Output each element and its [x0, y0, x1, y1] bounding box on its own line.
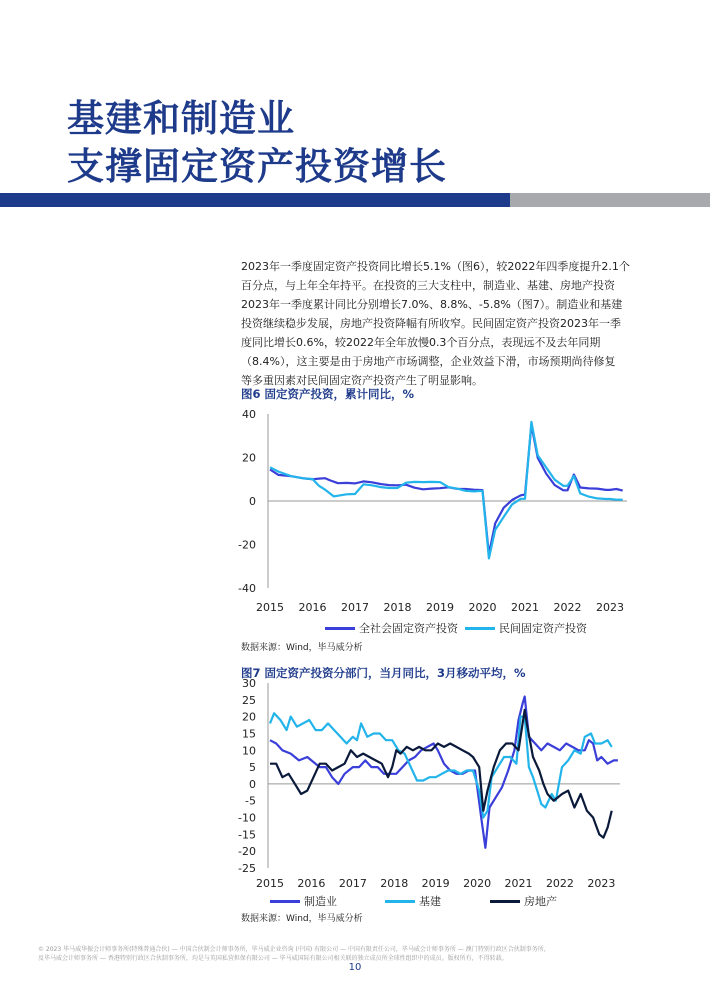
- paragraph-line: 投资继续稳步发展，房地产投资降幅有所收窄。民间固定资产投资2023年一季: [241, 317, 621, 330]
- y-tick-label: -25: [238, 862, 256, 875]
- y-tick-label: 5: [249, 761, 256, 775]
- legend-label-infrastructure: 基建: [419, 895, 441, 908]
- legend-item-infrastructure: [385, 893, 441, 909]
- page-title-line1: 基建和制造业: [67, 97, 295, 140]
- x-tick-label: 2018: [383, 601, 412, 614]
- legend-label-total: 全社会固定资产投资: [359, 622, 458, 635]
- x-tick-label: 2021: [511, 601, 539, 614]
- x-tick-label: 2017: [338, 877, 367, 890]
- legend-swatch-infrastructure: [385, 900, 415, 903]
- series-line-0: [270, 425, 623, 554]
- paragraph-line: 2023年一季度累计同比分别增长7.0%、8.8%、-5.8%（图7）。制造业和基建: [241, 298, 623, 311]
- y-tick-label: -15: [238, 828, 256, 842]
- series-line-1: [270, 422, 623, 559]
- legend-swatch-total: [325, 627, 355, 630]
- fig7-source: 数据来源：Wind，毕马威分析: [241, 914, 363, 924]
- x-tick-label: 2019: [421, 877, 450, 890]
- paragraph-line: （8.4%），这主要是由于房地产市场调整，企业效益下滑，市场预期尚待修复: [241, 355, 616, 368]
- y-tick-label: 0: [249, 495, 256, 508]
- title-band-blue: [0, 193, 510, 207]
- page-title-line2: 支撑固定资产投资增长: [67, 145, 447, 188]
- fig6-source: 数据来源：Wind，毕马威分析: [241, 643, 363, 653]
- y-tick-label: 30: [242, 679, 256, 690]
- legend-item-private: [465, 620, 587, 636]
- legend-label-real-estate: 房地产: [524, 895, 557, 908]
- y-tick-label: 40: [242, 408, 256, 421]
- paragraph-line: 度同比增长0.6%，较2022年全年放慢0.3个百分点，表现远不及去年同期: [241, 336, 601, 349]
- x-tick-label: 2023: [596, 601, 624, 614]
- y-tick-label: 15: [242, 727, 256, 741]
- paragraph-line: 2023年一季度固定资产投资同比增长5.1%（图6），较2022年四季度提升2.1个: [241, 260, 630, 273]
- y-tick-label: -20: [238, 538, 256, 552]
- y-tick-label: -10: [238, 811, 256, 825]
- legend-item-manufacturing: [270, 893, 337, 909]
- fig7-title: 图7 固定资产投资分部门，当月同比，3月移动平均，%: [241, 666, 526, 680]
- x-tick-label: 2020: [468, 601, 497, 614]
- footer-line: 及毕马威会计师事务所 — 香港特别行政区合伙制事务所，均是与英国私营担保有限公司 — 毕马威国际有限公司相关联的独立成员所全球性组织中的成员。版权所有，不得转载。: [38, 955, 508, 962]
- fig7-legend: [270, 893, 630, 909]
- x-tick-label: 2022: [553, 601, 582, 614]
- y-tick-label: -5: [245, 794, 256, 808]
- body-paragraph: [241, 257, 658, 390]
- x-tick-label: 2018: [380, 877, 409, 890]
- x-tick-label: 2021: [504, 877, 533, 890]
- page-title: [67, 95, 447, 191]
- y-tick-label: 10: [242, 744, 256, 758]
- legend-item-total: [325, 620, 458, 636]
- legend-swatch-private: [465, 627, 495, 630]
- legend-swatch-real-estate: [490, 900, 520, 903]
- x-tick-label: 2020: [463, 877, 492, 890]
- legend-item-real-estate: [490, 893, 557, 909]
- x-tick-label: 2015: [256, 877, 284, 890]
- fig7-chart: [230, 679, 650, 894]
- paragraph-line: 百分点，与上年全年持平。在投资的三大支柱中，制造业、基建、房地产投资: [241, 279, 615, 292]
- x-tick-label: 2019: [426, 601, 454, 614]
- y-tick-label: 20: [242, 710, 256, 724]
- y-tick-label: 25: [242, 693, 256, 707]
- x-tick-label: 2017: [341, 601, 369, 614]
- x-tick-label: 2016: [298, 601, 327, 614]
- footer-disclaimer: [38, 945, 678, 963]
- x-tick-label: 2016: [297, 877, 326, 890]
- y-tick-label: -40: [238, 582, 256, 595]
- legend-label-private: 民间固定资产投资: [499, 622, 587, 635]
- page-number: 10: [348, 962, 362, 973]
- footer-line: © 2023 毕马威华振会计师事务所(特殊普通合伙) — 中国合伙制会计师事务所，毕马威企业咨询 (中国) 有限公司 — 中国有限责任公司，毕马威会计师事务所 — 澳门特别行政区合伙制事务所，: [38, 946, 550, 953]
- legend-swatch-manufacturing: [270, 900, 300, 903]
- y-tick-label: 20: [242, 451, 256, 465]
- x-tick-label: 2022: [545, 877, 574, 890]
- x-tick-label: 2023: [587, 877, 616, 890]
- legend-label-manufacturing: 制造业: [304, 895, 337, 908]
- fig6-chart: [230, 400, 650, 620]
- fig6-legend: [325, 620, 645, 636]
- y-tick-label: 0: [249, 777, 256, 791]
- fig6-title: 图6 固定资产投资，累计同比，%: [241, 387, 415, 401]
- y-tick-label: -20: [238, 845, 256, 859]
- title-band-grey: [510, 193, 710, 207]
- x-tick-label: 2015: [256, 601, 284, 614]
- series-line-1: [270, 713, 612, 817]
- paragraph-line: 等多重因素对民间固定资产投资产生了明显影响。: [241, 374, 483, 387]
